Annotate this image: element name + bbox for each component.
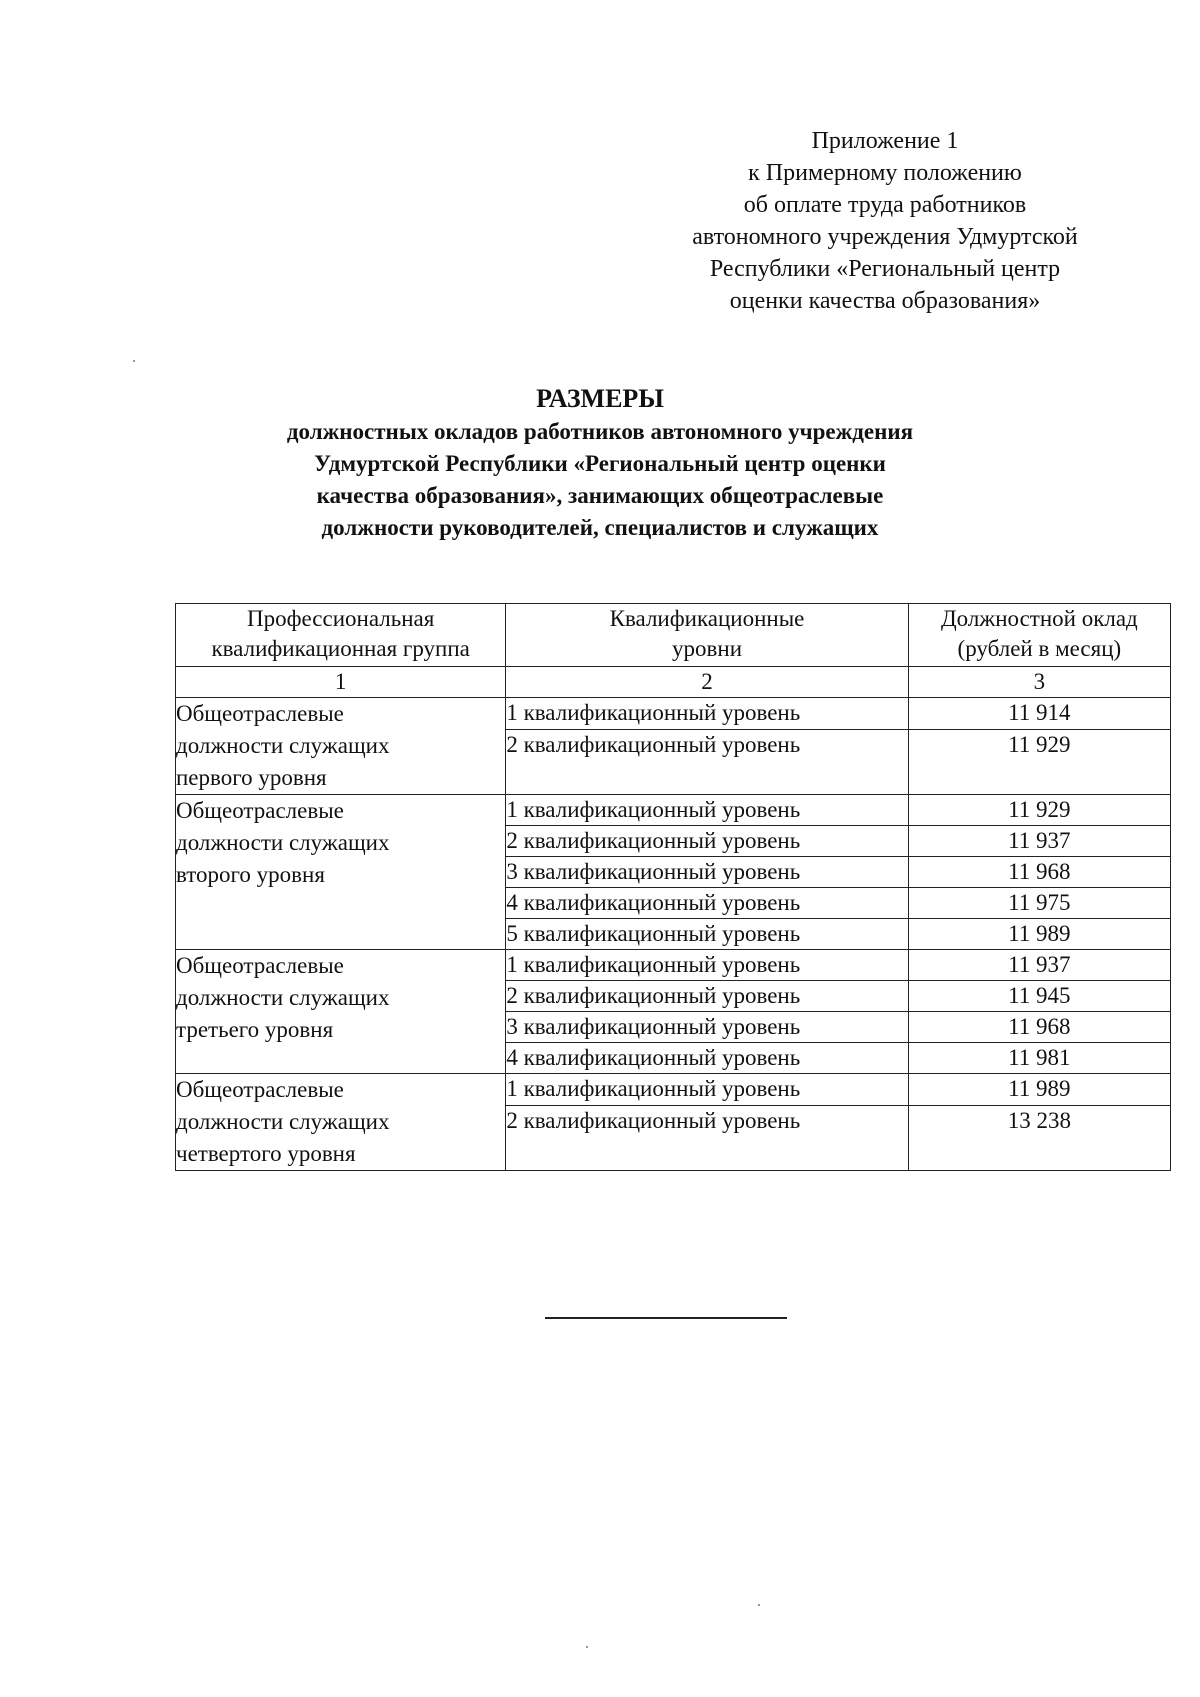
level-cell: 3 квалификационный уровень: [506, 857, 908, 888]
scan-speck: [758, 1604, 760, 1606]
group-name-line: Общеотраслевые: [176, 798, 344, 823]
header-line: уровни: [672, 636, 743, 661]
scan-speck: [133, 360, 135, 362]
table-header-row: [176, 604, 1171, 667]
header-level: [506, 604, 908, 667]
group-name-line: третьего уровня: [176, 1017, 334, 1042]
title-subheading-line: качества образования», занимающих общеотраслевые: [316, 483, 884, 508]
appendix-line: Республики «Региональный центр: [709, 256, 1061, 282]
level-cell: 3 квалификационный уровень: [506, 1012, 908, 1043]
appendix-line: к Примерному положению: [748, 160, 1022, 186]
appendix-line: оценки качества образования»: [729, 288, 1041, 314]
table-row: [176, 1074, 1171, 1106]
level-cell: 4 квалификационный уровень: [506, 1043, 908, 1074]
title-subheading-line: Удмуртской Республики «Региональный центр оценки: [314, 451, 886, 476]
group-name-line: Общеотраслевые: [176, 953, 344, 978]
level-cell: 2 квалификационный уровень: [506, 729, 908, 794]
title-subheading-line: должности руководителей, специалистов и служащих: [321, 515, 879, 540]
salary-cell: 11 914: [908, 698, 1170, 730]
salary-cell: 11 937: [908, 826, 1170, 857]
group-name-line: должности служащих: [176, 733, 390, 758]
title-subheading: [200, 416, 1000, 544]
level-cell: 1 квалификационный уровень: [506, 698, 908, 730]
header-line: Квалификационные: [609, 606, 805, 631]
header-salary: [908, 604, 1170, 667]
salary-cell: 13 238: [908, 1105, 1170, 1170]
salary-cell: 11 968: [908, 857, 1170, 888]
salary-cell: 11 929: [908, 729, 1170, 794]
group-name: [176, 795, 506, 950]
column-number: 3: [908, 667, 1170, 698]
salary-table: [175, 603, 1171, 1171]
column-number-row: [176, 667, 1171, 698]
group-name-line: четвертого уровня: [176, 1141, 356, 1166]
salary-cell: 11 989: [908, 919, 1170, 950]
header-group: [176, 604, 506, 667]
level-cell: 2 квалификационный уровень: [506, 981, 908, 1012]
level-cell: 1 квалификационный уровень: [506, 795, 908, 826]
header-line: Должностной оклад: [940, 606, 1138, 631]
group-name-line: должности служащих: [176, 1109, 390, 1134]
header-line: Профессиональная: [247, 606, 435, 631]
salary-cell: 11 937: [908, 950, 1170, 981]
column-number: 2: [506, 667, 908, 698]
salary-cell: 11 981: [908, 1043, 1170, 1074]
group-name-line: Общеотраслевые: [176, 701, 344, 726]
salary-cell: 11 989: [908, 1074, 1170, 1106]
appendix-line: автономного учреждения Удмуртской: [692, 224, 1078, 250]
salary-cell: 11 929: [908, 795, 1170, 826]
group-name: [176, 950, 506, 1074]
level-cell: 2 квалификационный уровень: [506, 826, 908, 857]
group-name-line: должности служащих: [176, 830, 390, 855]
appendix-line: Приложение 1: [811, 128, 959, 154]
end-separator-line: [545, 1317, 787, 1319]
scan-speck: [586, 1646, 588, 1648]
header-line: (рублей в месяц): [957, 636, 1122, 661]
level-cell: 1 квалификационный уровень: [506, 950, 908, 981]
salary-cell: 11 945: [908, 981, 1170, 1012]
appendix-line: об оплате труда работников: [743, 192, 1027, 218]
salary-cell: 11 968: [908, 1012, 1170, 1043]
group-name-line: Общеотраслевые: [176, 1077, 344, 1102]
level-cell: 5 квалификационный уровень: [506, 919, 908, 950]
level-cell: 2 квалификационный уровень: [506, 1105, 908, 1170]
document-title: [200, 382, 1000, 544]
appendix-note: [640, 125, 1130, 317]
salary-cell: 11 975: [908, 888, 1170, 919]
title-heading: РАЗМЕРЫ: [536, 384, 664, 413]
table-row: [176, 698, 1171, 730]
group-name-line: первого уровня: [176, 765, 327, 790]
header-line: квалификационная группа: [211, 636, 470, 661]
group-name-line: второго уровня: [176, 862, 325, 887]
title-subheading-line: должностных окладов работников автономного учреждения: [286, 419, 914, 444]
group-name: [176, 1074, 506, 1171]
group-name: [176, 698, 506, 795]
column-number: 1: [176, 667, 506, 698]
table-row: [176, 950, 1171, 981]
table-row: [176, 795, 1171, 826]
level-cell: 1 квалификационный уровень: [506, 1074, 908, 1106]
group-name-line: должности служащих: [176, 985, 390, 1010]
level-cell: 4 квалификационный уровень: [506, 888, 908, 919]
